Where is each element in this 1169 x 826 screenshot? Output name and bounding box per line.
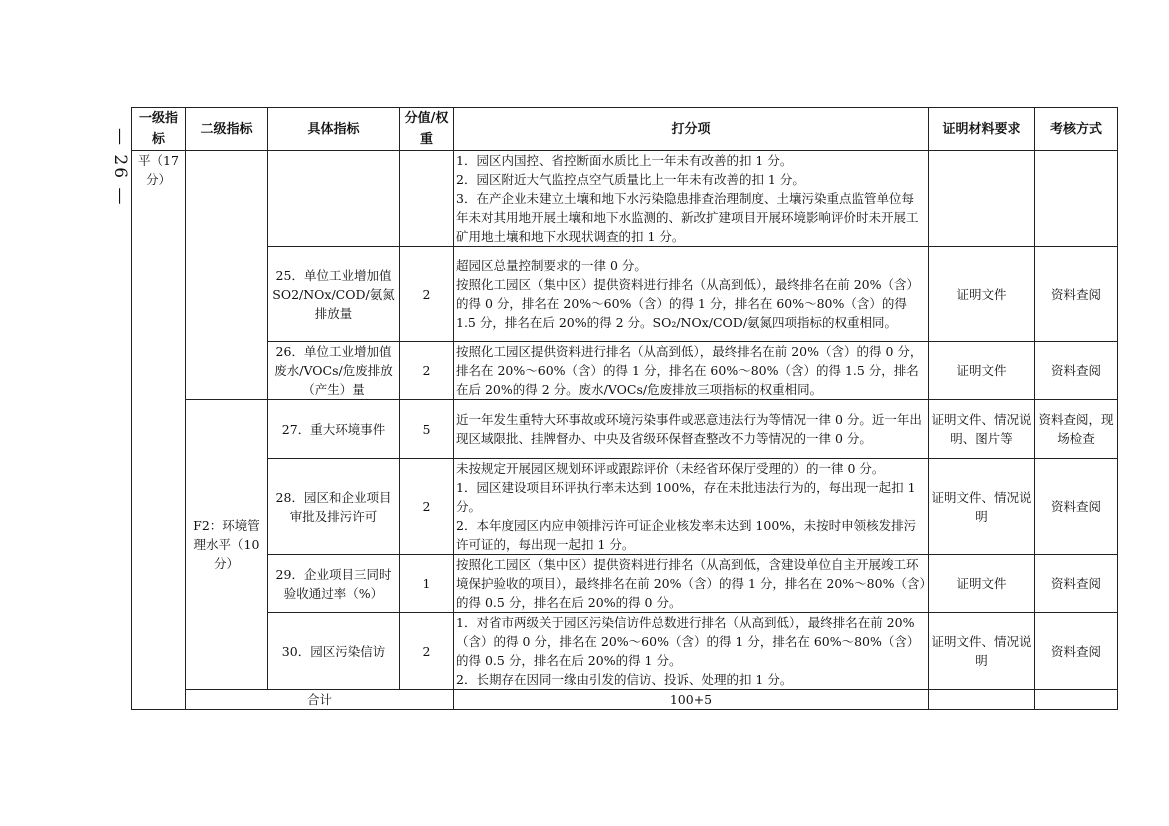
scoring-cell: 近一年发生重特大环事故或环境污染事件或恶意违法行为等情况一律 0 分。近一年出现区域限批、挂牌督办、中央及省级环保督查整改不力等情况的一律 0 分。 — [454, 400, 929, 459]
scoring-line: 2．本年度园区内应申领排污许可证企业核发率未达到 100%，未按时申领核发排污许可证的，每出现一起扣 1 分。 — [456, 518, 917, 552]
weight-cell: 2 — [400, 613, 454, 690]
level2-cell-f1 — [186, 151, 268, 400]
method-cell: 资料查阅 — [1035, 613, 1118, 690]
specific-cell: 30．园区污染信访 — [268, 613, 400, 690]
specific-cell: 25．单位工业增加值 SO2/NOx/COD/氨氮排放量 — [268, 247, 400, 342]
scoring-cell — [454, 613, 929, 690]
evidence-cell: 证明文件 — [929, 555, 1035, 613]
specific-cell: 26．单位工业增加值废水/VOCs/危废排放（产生）量 — [268, 342, 400, 400]
specific-cell: 28．园区和企业项目审批及排污许可 — [268, 459, 400, 555]
scoring-line: 1．园区内国控、省控断面水质比上一年未有改善的扣 1 分。 — [456, 153, 793, 168]
method-cell: 资料查阅 — [1035, 247, 1118, 342]
header-row — [132, 108, 1118, 151]
weight-cell: 1 — [400, 555, 454, 613]
scoring-cell — [454, 247, 929, 342]
total-empty-cell — [929, 690, 1035, 710]
page-number: — 26 — — [110, 128, 130, 207]
weight-cell: 5 — [400, 400, 454, 459]
header-specific: 具体指标 — [268, 108, 400, 151]
weight-cell — [400, 151, 454, 247]
table-row — [132, 613, 1118, 690]
specific-cell — [268, 151, 400, 247]
weight-cell: 2 — [400, 247, 454, 342]
level2-cell-f2: F2：环境管理水平（10分） — [186, 400, 268, 690]
table-row — [132, 400, 1118, 459]
specific-cell: 27．重大环境事件 — [268, 400, 400, 459]
table-row — [132, 555, 1118, 613]
scoring-cell — [454, 459, 929, 555]
evidence-cell: 证明文件、情况说明 — [929, 459, 1035, 555]
header-scoring: 打分项 — [454, 108, 929, 151]
method-cell — [1035, 151, 1118, 247]
scoring-line: 超园区总量控制要求的一律 0 分。 — [456, 258, 647, 273]
evidence-cell: 证明文件、情况说明、图片等 — [929, 400, 1035, 459]
scoring-line: 2．长期存在因同一缘由引发的信访、投诉、处理的扣 1 分。 — [456, 672, 793, 687]
scoring-cell: 按照化工园区（集中区）提供资料进行排名（从高到低，含建设单位自主开展竣工环境保护验收的项目），最终排名在前 20%（含）的得 1 分，排名在 20%～80%（含）的得 0.5 分，排名在后 20%的得 0 分。 — [454, 555, 929, 613]
total-empty-cell — [1035, 690, 1118, 710]
method-cell: 资料查阅 — [1035, 555, 1118, 613]
scoring-line: 2．园区附近大气监控点空气质量比上一年未有改善的扣 1 分。 — [456, 172, 805, 187]
scoring-line: 1．园区建设项目环评执行率未达到 100%，存在未批违法行为的，每出现一起扣 1 分。 — [456, 480, 916, 514]
evidence-cell: 证明文件、情况说明 — [929, 613, 1035, 690]
scoring-cell — [454, 151, 929, 247]
header-level2: 二级指标 — [186, 108, 268, 151]
header-weight: 分值/权重 — [400, 108, 454, 151]
evidence-cell: 证明文件 — [929, 342, 1035, 400]
total-value: 100+5 — [454, 690, 929, 710]
scoring-line: 3．在产企业未建立土壤和地下水污染隐患排查治理制度、土壤污染重点监管单位每年未对其用地开展土壤和地下水监测的、新改扩建项目开展环境影响评价时未开展工矿用地土壤和地下水现状调查的扣 1 分。 — [456, 191, 919, 244]
evidence-cell: 证明文件 — [929, 247, 1035, 342]
table-row — [132, 247, 1118, 342]
table-row — [132, 342, 1118, 400]
total-row — [132, 690, 1118, 710]
specific-cell: 29．企业项目三同时验收通过率（%） — [268, 555, 400, 613]
weight-cell: 2 — [400, 342, 454, 400]
scoring-line: 1．对省市两级关于园区污染信访件总数进行排名（从高到低），最终排名在前 20%（含）的得 0 分，排名在 20%～60%（含）的得 1 分，排名在 60%～80%（含）的得 0.5 分，排名在后 20%的得 1 分。 — [456, 615, 920, 668]
header-method: 考核方式 — [1035, 108, 1118, 151]
header-evidence: 证明材料要求 — [929, 108, 1035, 151]
table-row — [132, 151, 1118, 247]
method-cell: 资料查阅 — [1035, 459, 1118, 555]
table-row — [132, 459, 1118, 555]
method-cell: 资料查阅 — [1035, 342, 1118, 400]
evaluation-table — [131, 107, 1118, 710]
header-level1: 一级指标 — [132, 108, 186, 151]
scoring-line: 未按规定开展园区规划环评或跟踪评价（未经省环保厅受理的）的一律 0 分。 — [456, 461, 885, 476]
weight-cell: 2 — [400, 459, 454, 555]
level1-cell: 平（17分） — [132, 151, 186, 710]
scoring-cell: 按照化工园区提供资料进行排名（从高到低），最终排名在前 20%（含）的得 0 分，排名在 20%～60%（含）的得 1 分，排名在 60%～80%（含）的得 1.5 分，排名在后 20%的得 2 分。废水/VOCs/危废排放三项指标的权重相同。 — [454, 342, 929, 400]
method-cell: 资料查阅，现场检查 — [1035, 400, 1118, 459]
scoring-line: 按照化工园区（集中区）提供资料进行排名（从高到低），最终排名在前 20%（含）的得 0 分，排名在 20%～60%（含）的得 1 分，排名在 60%～80%（含）的得 1.5 分，排名在后 20%的得 2 分。SO₂/NOx/COD/氨氮四项指标的权重相同。 — [456, 277, 920, 330]
total-label: 合计 — [186, 690, 454, 710]
evidence-cell — [929, 151, 1035, 247]
